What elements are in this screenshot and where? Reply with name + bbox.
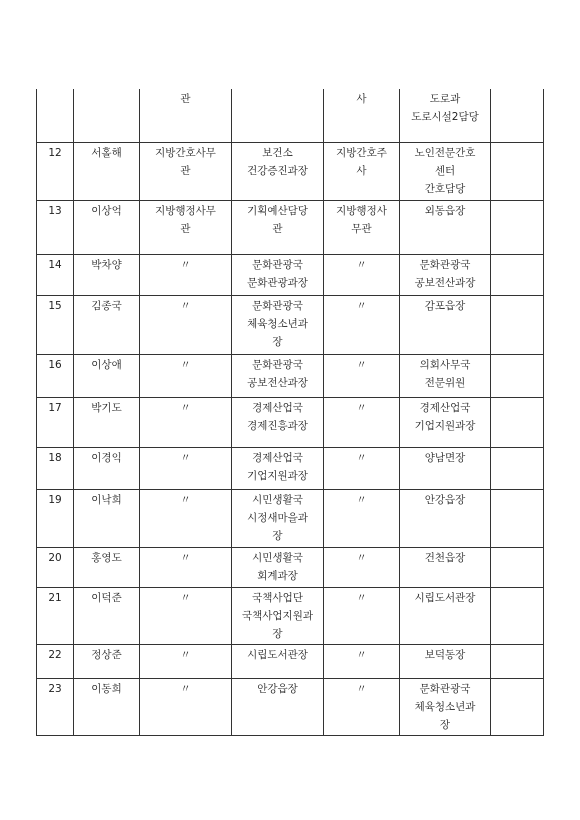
- new-department: 문화관광국 공보전산과장: [400, 255, 491, 296]
- new-department: 양남면장: [400, 448, 491, 490]
- person-name: 이낙희: [74, 490, 140, 548]
- previous-grade: 〃: [140, 588, 232, 645]
- table-row: [37, 548, 544, 588]
- table-row: [37, 645, 544, 679]
- new-grade: 〃: [324, 355, 400, 398]
- row-number: 21: [37, 588, 74, 645]
- previous-grade: 〃: [140, 398, 232, 448]
- empty-cell: [491, 201, 544, 255]
- previous-grade: 〃: [140, 490, 232, 548]
- person-name: 홍영도: [74, 548, 140, 588]
- empty-cell: [491, 255, 544, 296]
- row-number: 15: [37, 296, 74, 355]
- new-grade: 〃: [324, 645, 400, 679]
- new-department: 노인전문간호 센터 간호담당: [400, 143, 491, 201]
- row-number: 13: [37, 201, 74, 255]
- previous-department: 문화관광국 체육청소년과 장: [232, 296, 324, 355]
- table-row: [37, 201, 544, 255]
- new-department: 의회사무국 전문위원: [400, 355, 491, 398]
- table-row: [37, 588, 544, 645]
- new-department: 건천읍장: [400, 548, 491, 588]
- table-row: [37, 490, 544, 548]
- row-number: [37, 89, 74, 143]
- new-department: 도로과 도로시설2담당: [400, 89, 491, 143]
- table-row: [37, 448, 544, 490]
- new-department: 안강읍장: [400, 490, 491, 548]
- new-grade: 지방행정사 무관: [324, 201, 400, 255]
- empty-cell: [491, 490, 544, 548]
- empty-cell: [491, 398, 544, 448]
- row-number: 20: [37, 548, 74, 588]
- person-name: [74, 89, 140, 143]
- previous-department: 기획예산담당 관: [232, 201, 324, 255]
- new-grade: 〃: [324, 588, 400, 645]
- empty-cell: [491, 143, 544, 201]
- new-department: 시립도서관장: [400, 588, 491, 645]
- previous-grade: 〃: [140, 448, 232, 490]
- table-body: [37, 89, 544, 736]
- new-grade: 〃: [324, 448, 400, 490]
- person-name: 서홀해: [74, 143, 140, 201]
- previous-department: 시민생활국 회계과장: [232, 548, 324, 588]
- empty-cell: [491, 89, 544, 143]
- previous-department: 안강읍장: [232, 679, 324, 736]
- person-name: 정상준: [74, 645, 140, 679]
- previous-grade: 〃: [140, 255, 232, 296]
- previous-department: 보건소 건강증진과장: [232, 143, 324, 201]
- empty-cell: [491, 645, 544, 679]
- person-name: 이상애: [74, 355, 140, 398]
- previous-grade: 〃: [140, 645, 232, 679]
- previous-grade: 지방간호사무 관: [140, 143, 232, 201]
- personnel-table: [36, 89, 544, 736]
- previous-department: 시민생활국 시정새마을과 장: [232, 490, 324, 548]
- table-row: [37, 89, 544, 143]
- previous-department: 시립도서관장: [232, 645, 324, 679]
- new-grade: 〃: [324, 398, 400, 448]
- row-number: 19: [37, 490, 74, 548]
- previous-grade: 〃: [140, 679, 232, 736]
- table-row: [37, 296, 544, 355]
- new-department: 보덕동장: [400, 645, 491, 679]
- new-grade: 〃: [324, 255, 400, 296]
- table-row: [37, 679, 544, 736]
- previous-grade: 지방행정사무 관: [140, 201, 232, 255]
- new-department: 외동읍장: [400, 201, 491, 255]
- previous-department: 경제산업국 기업지원과장: [232, 448, 324, 490]
- new-grade: 사: [324, 89, 400, 143]
- empty-cell: [491, 548, 544, 588]
- new-department: 문화관광국 체육청소년과 장: [400, 679, 491, 736]
- empty-cell: [491, 296, 544, 355]
- person-name: 이덕준: [74, 588, 140, 645]
- row-number: 18: [37, 448, 74, 490]
- new-grade: 〃: [324, 679, 400, 736]
- previous-grade: 〃: [140, 548, 232, 588]
- empty-cell: [491, 679, 544, 736]
- person-name: 김종국: [74, 296, 140, 355]
- table-row: [37, 255, 544, 296]
- previous-department: 문화관광국 문화관광과장: [232, 255, 324, 296]
- row-number: 16: [37, 355, 74, 398]
- new-grade: 지방간호주 사: [324, 143, 400, 201]
- empty-cell: [491, 355, 544, 398]
- row-number: 17: [37, 398, 74, 448]
- row-number: 23: [37, 679, 74, 736]
- person-name: 박차양: [74, 255, 140, 296]
- person-name: 이상억: [74, 201, 140, 255]
- previous-grade: 〃: [140, 355, 232, 398]
- row-number: 22: [37, 645, 74, 679]
- person-name: 이경익: [74, 448, 140, 490]
- row-number: 12: [37, 143, 74, 201]
- new-grade: 〃: [324, 490, 400, 548]
- empty-cell: [491, 448, 544, 490]
- previous-department: 경제산업국 경제진흥과장: [232, 398, 324, 448]
- table-row: [37, 355, 544, 398]
- table-row: [37, 398, 544, 448]
- table-row: [37, 143, 544, 201]
- new-department: 경제산업국 기업지원과장: [400, 398, 491, 448]
- person-name: 이동희: [74, 679, 140, 736]
- new-grade: 〃: [324, 548, 400, 588]
- empty-cell: [491, 588, 544, 645]
- previous-department: 문화관광국 공보전산과장: [232, 355, 324, 398]
- previous-department: [232, 89, 324, 143]
- new-grade: 〃: [324, 296, 400, 355]
- previous-department: 국책사업단 국책사업지원과 장: [232, 588, 324, 645]
- previous-grade: 〃: [140, 296, 232, 355]
- previous-grade: 관: [140, 89, 232, 143]
- new-department: 감포읍장: [400, 296, 491, 355]
- person-name: 박기도: [74, 398, 140, 448]
- row-number: 14: [37, 255, 74, 296]
